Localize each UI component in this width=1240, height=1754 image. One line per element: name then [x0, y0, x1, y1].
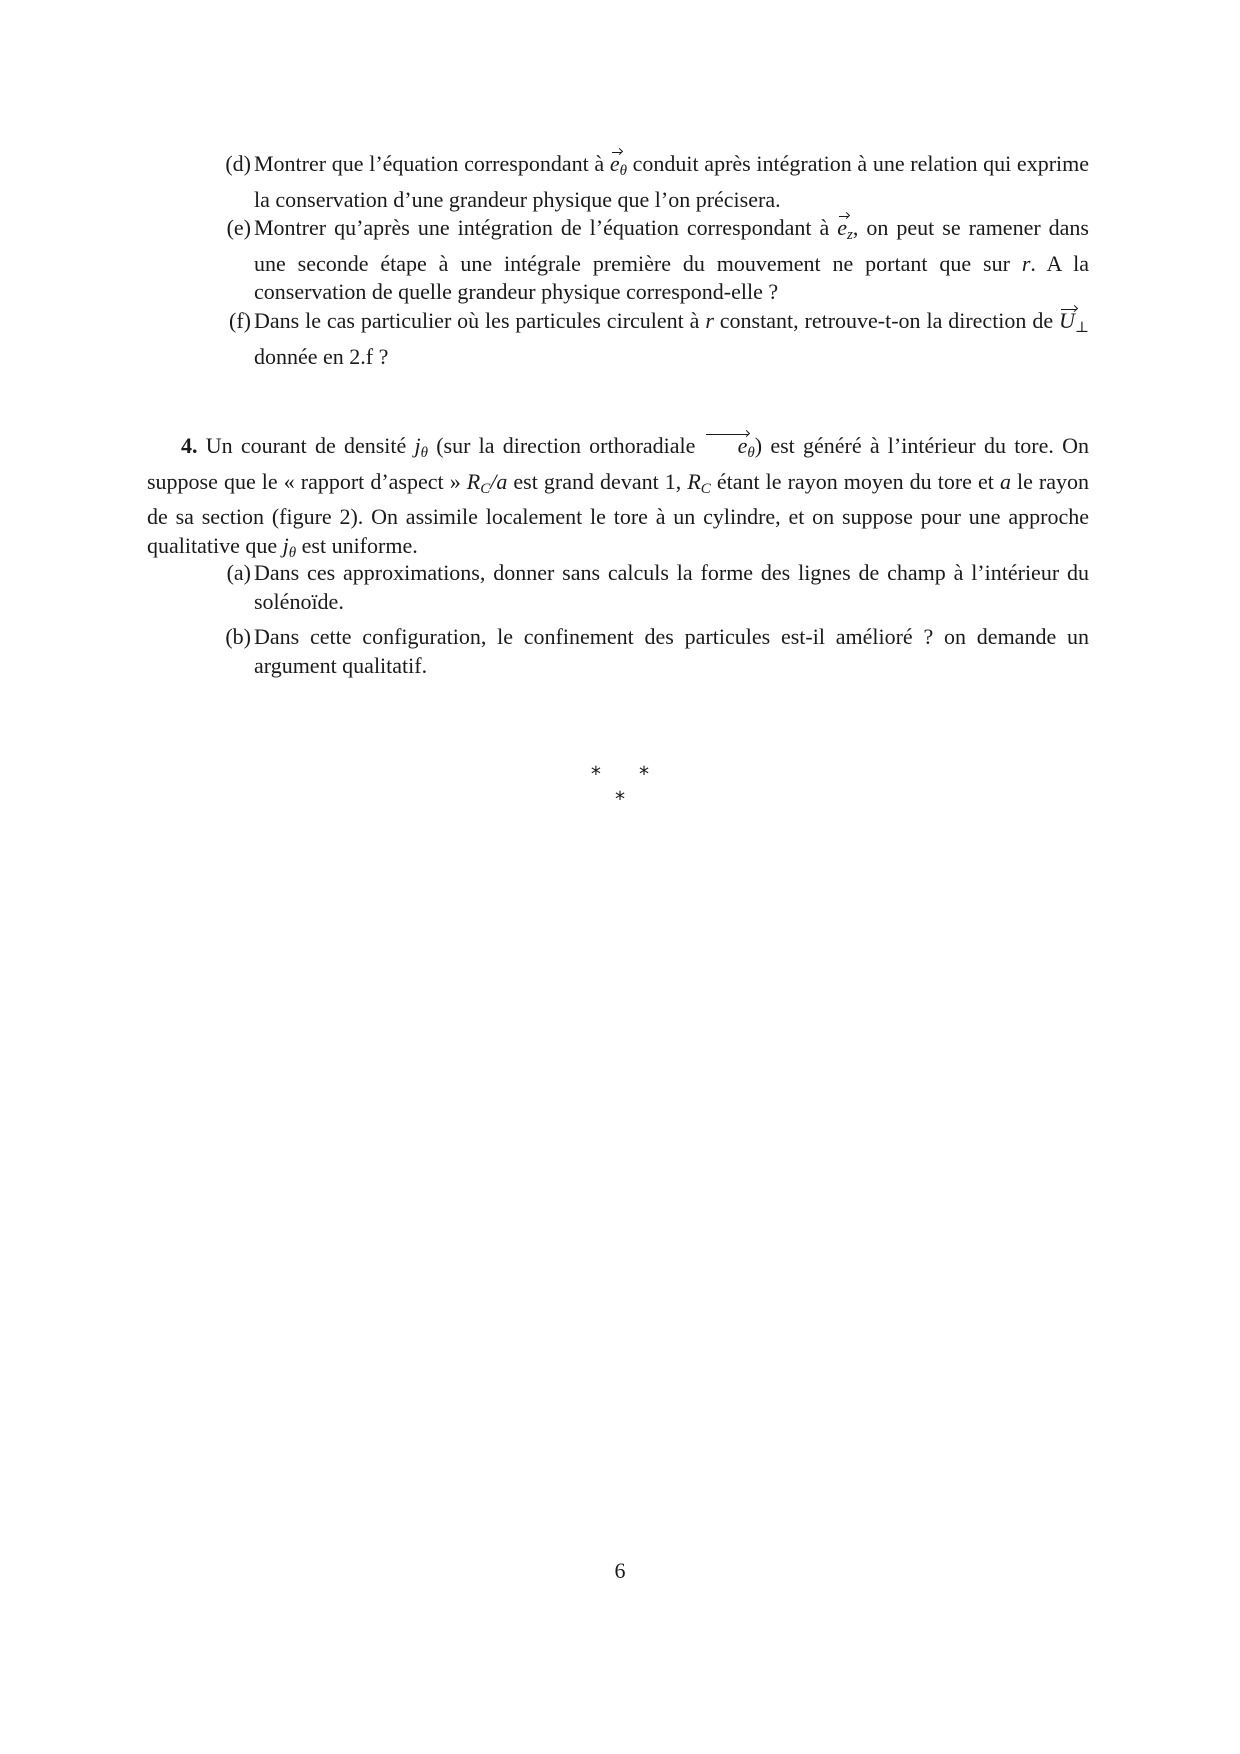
separator-stars-top: * * — [589, 762, 651, 786]
separator-stars-bottom: * — [613, 787, 627, 811]
subitem-body: Dans le cas particulier où les particules circulent à r constant, retrouve-t-on la direction de $U_\perp$ donnée en 2.f ? — [254, 308, 1089, 369]
subitem-body: Montrer que l’équation correspondant à $e_\theta$ conduit après intégration à une relation qui exprime la conservation d’une grandeur physique que l’on précisera. — [254, 151, 1090, 212]
subitem-a — [211, 559, 1089, 616]
question-4-paragraph: 4. Un courant de densité $j_\theta$ (sur la direction orthoradiale $e_\theta$) est généré à l’intérieur du tore. On suppose que le « rapport d’aspect » $R_C/a$ est grand devant 1, $R_C$ étant le rayon moyen du tore et a le rayon de sa section (figure 2). On assimile localement le tore à un cylindre, et on suppose pour une approche qualitative que $j_\theta$ est uniforme. — [147, 433, 1090, 561]
subitem-label: (e) — [226, 215, 251, 240]
question-4 — [147, 432, 1089, 567]
subitem-label: (a) — [226, 560, 251, 585]
subitem-label: (f) — [229, 308, 251, 333]
subitem-b — [211, 623, 1089, 680]
subitem-label: (d) — [225, 151, 251, 176]
subitem-d — [211, 150, 1089, 214]
page-number: 6 — [614, 1558, 626, 1583]
vector-e-z: e — [837, 214, 847, 243]
subitem-label: (b) — [225, 624, 251, 649]
subitem-f — [211, 307, 1089, 371]
vector-u-perp: U — [1059, 307, 1075, 336]
subitem-e — [211, 214, 1089, 307]
vector-e-theta: e — [610, 150, 620, 179]
subitem-body: Dans ces approximations, donner sans calculs la forme des lignes de champ à l’intérieur du solénoïde. — [254, 560, 1089, 614]
subitem-body: Dans cette configuration, le confinement des particules est-il amélioré ? on demande un argument qualitatif. — [254, 624, 1089, 678]
subitem-body: Montrer qu’après une intégration de l’équation correspondant à $e_z$, on peut se ramener dans une seconde étape à une intégrale première du mouvement ne portant que sur r. A la conservation de quelle grandeur physique correspond-elle ? — [254, 215, 1089, 304]
vector-e-theta: e — [704, 432, 748, 461]
question-number: 4. — [181, 433, 198, 458]
